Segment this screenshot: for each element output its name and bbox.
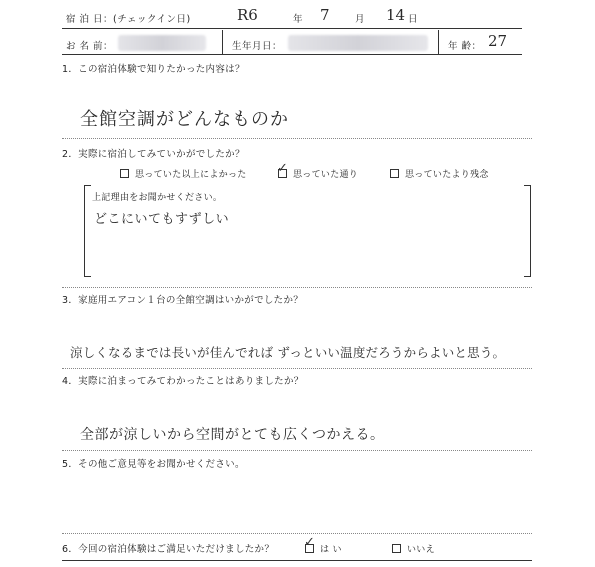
bracket-right [524, 185, 531, 277]
q1-question: 1．この宿泊体験で知りたかった内容は？ [62, 64, 245, 75]
q6-option-no[interactable] [392, 542, 435, 555]
name-label: お 名 前： [66, 41, 114, 52]
q2-reason-label: 上記理由をお聞かせください。 [92, 193, 223, 203]
day-unit: 日 [408, 14, 419, 25]
q2-reason-answer: どこにいてもすずしい [94, 212, 230, 227]
header-divider-2 [438, 30, 439, 54]
q6-option-no-label: いいえ [407, 545, 435, 555]
birthdate-redacted [288, 35, 428, 51]
stay-date-label: 宿 泊 日：(チェックイン日) [66, 14, 191, 25]
q2-section-line [62, 287, 532, 288]
q2-option-expected-label: 思っていた通り [293, 170, 359, 180]
q2-option-expected[interactable] [278, 167, 358, 180]
header-divider-1 [222, 30, 223, 54]
birth-label: 生年月日： [232, 41, 283, 52]
name-redacted [118, 35, 206, 51]
month-unit: 月 [355, 14, 366, 25]
q5-answer-line [62, 533, 532, 534]
q3-answer-line [62, 368, 532, 369]
bottom-rule [62, 560, 532, 561]
q2-option-better[interactable] [120, 167, 247, 180]
q3-answer: 涼しくなるまでは長いが佳んでれば ずっといい温度だろうからよいと思う。 [70, 345, 506, 360]
age-value: 27 [488, 32, 508, 50]
q4-answer-line [62, 450, 532, 451]
q4-answer: 全部が涼しいから空間がとても広くつかえる。 [80, 427, 385, 443]
q2-option-better-label: 思っていた以上によかった [135, 170, 247, 180]
header-rule-2 [62, 54, 522, 55]
q6-checkbox-no[interactable] [392, 544, 401, 553]
stay-era: R6 [237, 6, 258, 24]
q1-answer-line [62, 138, 532, 139]
stay-day: 14 [386, 6, 406, 24]
q2-checkbox-disappointed[interactable] [390, 169, 399, 178]
year-unit: 年 [293, 14, 304, 25]
q6-option-yes-label: は い [320, 545, 342, 555]
q3-question: 3．家庭用エアコン１台の全館空調はいかがでしたか？ [62, 295, 304, 306]
stay-month: 7 [320, 6, 330, 24]
age-label: 年 齢： [448, 41, 482, 52]
q1-answer: 全館空調がどんなものか [80, 109, 289, 130]
q4-question: 4．実際に泊まってみてわかったことはありましたか？ [62, 376, 304, 387]
q2-question: 2．実際に宿泊してみていかがでしたか？ [62, 149, 245, 160]
q2-checkmark-icon: ✓ [277, 161, 288, 176]
q2-checkbox-better[interactable] [120, 169, 129, 178]
q6-question: 6．今回の宿泊体験はご満足いただけましたか？ [62, 544, 275, 555]
header-rule-1 [62, 28, 522, 29]
q5-question: 5．その他ご意見等をお聞かせください。 [62, 459, 245, 470]
bracket-left [84, 185, 91, 277]
q6-checkmark-icon: ✓ [304, 535, 315, 550]
q2-option-disappointed[interactable] [390, 167, 489, 180]
q2-option-disappointed-label: 思っていたより残念 [405, 170, 489, 180]
